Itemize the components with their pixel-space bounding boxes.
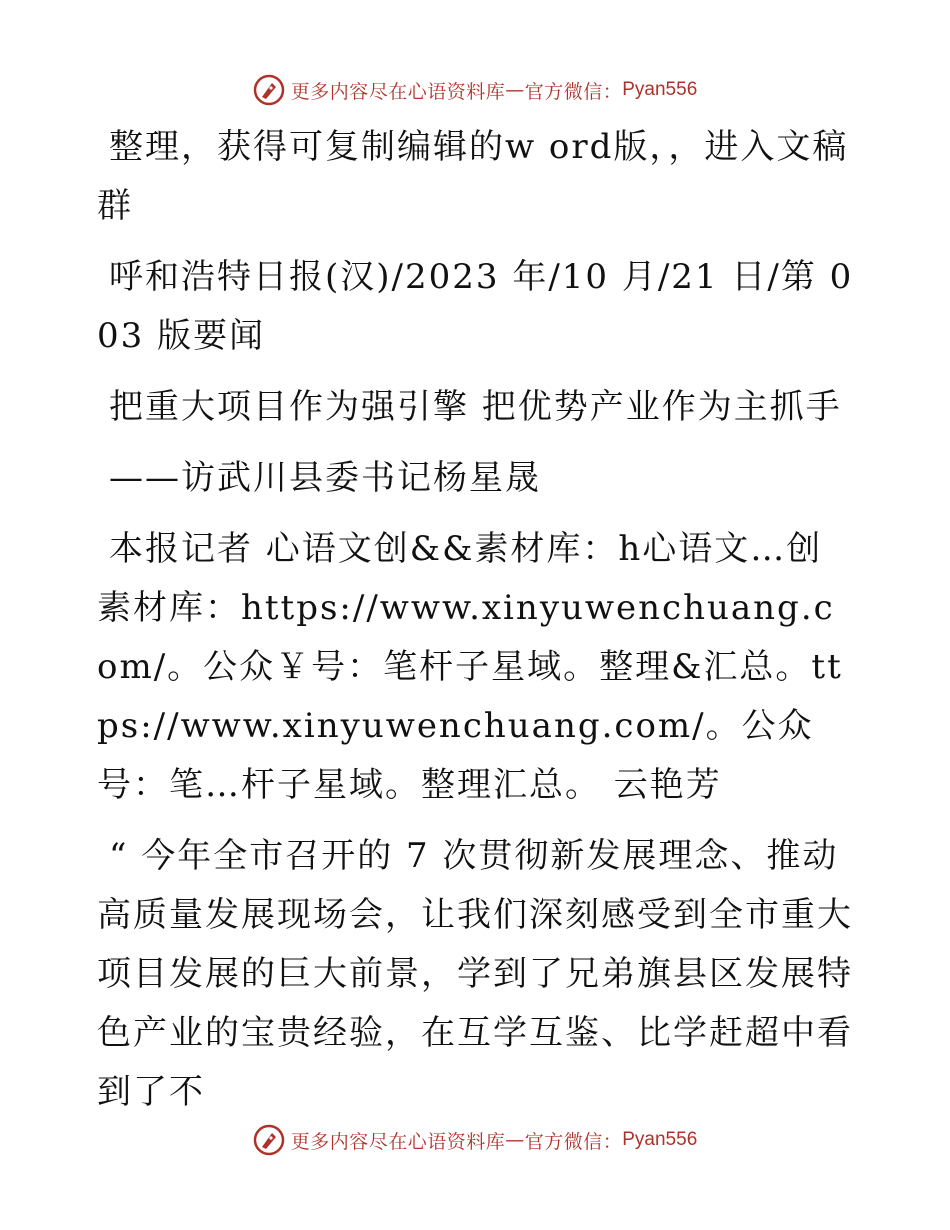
wechat-label: 官方微信： [524, 80, 623, 103]
wechat-id: Pyan556 [622, 1129, 698, 1150]
banner-slogan: 更多内容尽在心语资料库 [290, 1130, 506, 1153]
footer-banner [0, 1120, 950, 1160]
paragraph-byline: 本报记者 心语文创&&素材库：h心语文…创素材库：https://www.xinyuwenchuang.com/。公众￥号：笔杆子星域。整理&汇总。ttps://www.xinyuwenchuang.com/。公众号：笔…杆子星域。整理汇总。 云艳芳 [97, 529, 843, 805]
paragraph-intro: 整理，获得可复制编辑的w ord版，，进入文稿群 [97, 127, 849, 226]
pen-nib-logo-icon [253, 74, 285, 106]
wechat-label: 官方微信： [524, 1130, 623, 1153]
pen-nib-logo-icon [253, 1124, 285, 1156]
header-banner [0, 70, 950, 110]
document-body [97, 118, 857, 1134]
wechat-id: Pyan556 [622, 79, 698, 100]
paragraph-body: “ 今年全市召开的 7 次贯彻新发展理念、推动高质量发展现场会，让我们深刻感受到全市重大项目发展的巨大前景，学到了兄弟旗县区发展特色产业的宝贵经验，在互学互鉴、比学赶超中看到了不 [97, 836, 853, 1112]
banner-dash: — [505, 79, 525, 101]
paragraph-source: 呼和浩特日报(汉)/2023 年/10 月/21 日/第 003 版要闻 [97, 257, 854, 356]
article-subtitle: ——访武川县委书记杨星晟 [109, 458, 541, 498]
article-title: 把重大项目作为强引擎 把优势产业作为主抓手 [109, 387, 842, 427]
banner-dash: — [505, 1129, 525, 1151]
banner-slogan: 更多内容尽在心语资料库 [290, 80, 506, 103]
